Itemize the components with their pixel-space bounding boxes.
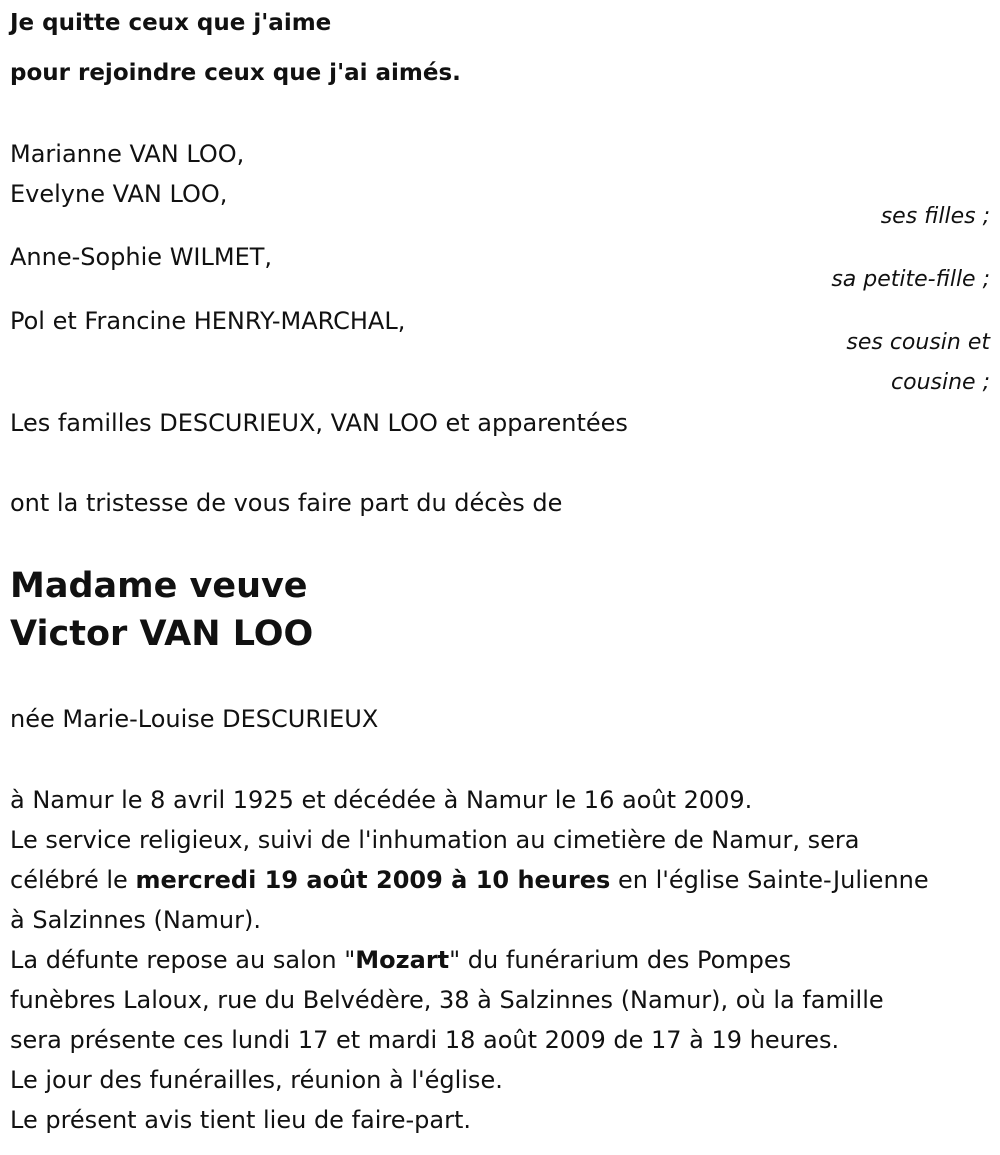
- family-daughter-1: Marianne VAN LOO,: [10, 140, 245, 168]
- details-line: sera présente ces lundi 17 et mardi 18 août 2009 de 17 à 19 heures.: [10, 1026, 840, 1054]
- relation-daughters: ses filles ;: [880, 204, 990, 229]
- details-line: à Namur le 8 avril 1925 et décédée à Namur le 16 août 2009.: [10, 786, 753, 814]
- service-date-time: mercredi 19 août 2009 à 10 heures: [135, 866, 611, 894]
- details-text: La défunte repose au salon ": [10, 946, 356, 974]
- family-granddaughter: Anne-Sophie WILMET,: [10, 243, 273, 271]
- details-text: " du funérarium des Pompes: [449, 946, 792, 974]
- service-details: [10, 780, 990, 1140]
- relation-cousins-line-1: ses cousin et: [846, 330, 990, 355]
- relation-granddaughter: sa petite-fille ;: [831, 267, 990, 292]
- details-line: Le présent avis tient lieu de faire-part.: [10, 1106, 472, 1134]
- motto-line-2: pour rejoindre ceux que j'ai aimés.: [10, 60, 461, 86]
- motto-line-1: Je quitte ceux que j'aime: [10, 10, 332, 36]
- details-line: à Salzinnes (Namur).: [10, 906, 262, 934]
- details-text: célébré le: [10, 866, 136, 894]
- deceased-title: Madame veuve: [10, 566, 308, 606]
- family-daughter-2: Evelyne VAN LOO,: [10, 180, 228, 208]
- details-line: [10, 940, 990, 980]
- salon-name: Mozart: [355, 946, 450, 974]
- deceased-name: Victor VAN LOO: [10, 614, 314, 654]
- details-line: funèbres Laloux, rue du Belvédère, 38 à Salzinnes (Namur), où la famille: [10, 986, 884, 1014]
- details-text: en l'église Sainte-Julienne: [610, 866, 929, 894]
- announcement-text: ont la tristesse de vous faire part du décès de: [10, 489, 563, 517]
- details-line: [10, 860, 990, 900]
- details-line: Le service religieux, suivi de l'inhumation au cimetière de Namur, sera: [10, 826, 860, 854]
- family-cousins: Pol et Francine HENRY-MARCHAL,: [10, 307, 406, 335]
- details-line: Le jour des funérailles, réunion à l'église.: [10, 1066, 503, 1094]
- relation-cousins-line-2: cousine ;: [891, 370, 990, 395]
- family-families: Les familles DESCURIEUX, VAN LOO et apparentées: [10, 409, 628, 437]
- deceased-birth-name: née Marie-Louise DESCURIEUX: [10, 705, 379, 733]
